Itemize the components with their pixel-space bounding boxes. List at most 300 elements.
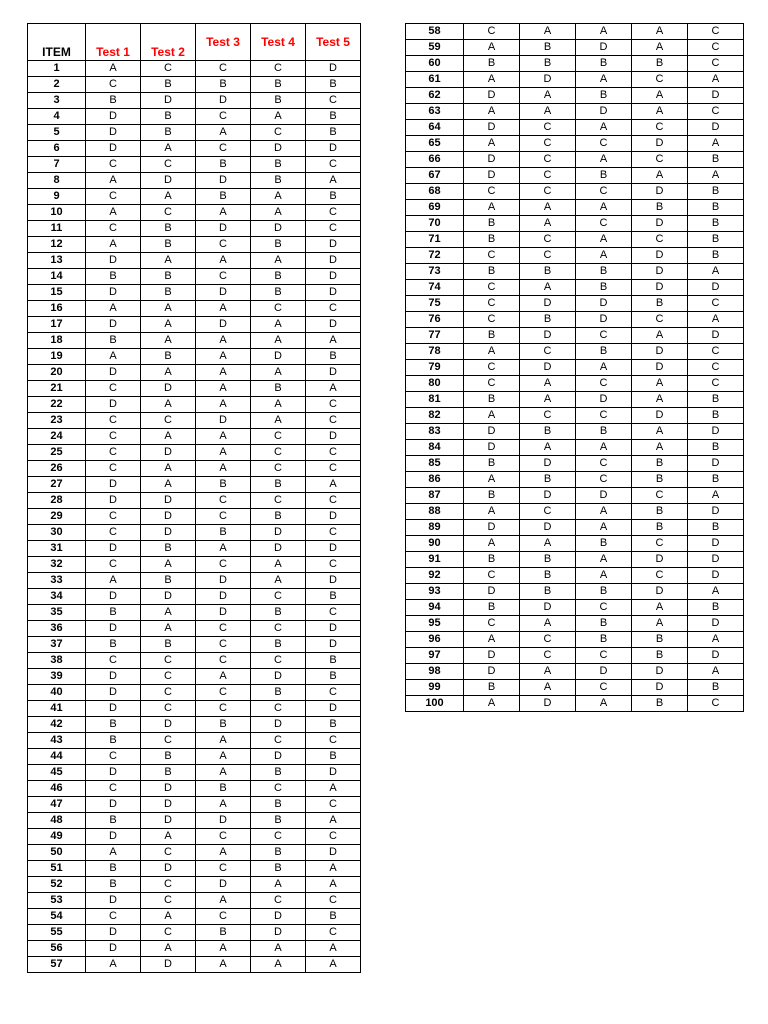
table-row: [28, 125, 361, 141]
answer-cell-test-4: B: [251, 173, 306, 189]
answer-cell-test-4: A: [251, 317, 306, 333]
answer-cell-test-4: B: [251, 605, 306, 621]
answer-cell-test-3: C: [196, 237, 251, 253]
item-number-cell: 98: [406, 664, 464, 680]
answer-cell-test-3: D: [196, 573, 251, 589]
answer-cell-test-5: B: [688, 520, 744, 536]
answer-cell-test-5: C: [306, 925, 361, 941]
item-number-cell: 90: [406, 536, 464, 552]
header-row: [28, 24, 361, 61]
table-row: [28, 685, 361, 701]
answer-cell-test-1: D: [86, 253, 141, 269]
answer-cell-test-5: D: [306, 285, 361, 301]
answer-cell-test-2: C: [520, 648, 576, 664]
answer-cell-test-3: A: [576, 440, 632, 456]
answer-cell-test-3: C: [196, 621, 251, 637]
answer-cell-test-4: D: [632, 408, 688, 424]
item-number-cell: 70: [406, 216, 464, 232]
table-row: [28, 813, 361, 829]
answer-table-left: [27, 23, 361, 973]
answer-cell-test-4: D: [632, 552, 688, 568]
answer-cell-test-2: B: [141, 285, 196, 301]
table-row: [28, 157, 361, 173]
answer-table-right: [405, 23, 744, 712]
item-number-cell: 7: [28, 157, 86, 173]
answer-cell-test-4: C: [251, 445, 306, 461]
table-row: [28, 173, 361, 189]
answer-cell-test-1: C: [86, 381, 141, 397]
answer-cell-test-2: C: [141, 61, 196, 77]
answer-cell-test-3: B: [576, 632, 632, 648]
answer-cell-test-5: C: [306, 93, 361, 109]
answer-cell-test-1: D: [86, 701, 141, 717]
answer-cell-test-3: C: [576, 328, 632, 344]
answer-cell-test-1: D: [86, 477, 141, 493]
answer-cell-test-5: D: [688, 328, 744, 344]
answer-cell-test-5: C: [306, 221, 361, 237]
item-number-cell: 31: [28, 541, 86, 557]
table-row: [28, 477, 361, 493]
item-number-cell: 80: [406, 376, 464, 392]
answer-cell-test-4: C: [251, 125, 306, 141]
answer-cell-test-4: D: [632, 264, 688, 280]
answer-cell-test-3: A: [576, 568, 632, 584]
answer-cell-test-4: C: [251, 621, 306, 637]
item-number-cell: 100: [406, 696, 464, 712]
item-number-cell: 71: [406, 232, 464, 248]
answer-cell-test-3: D: [196, 813, 251, 829]
item-number-cell: 86: [406, 472, 464, 488]
answer-cell-test-4: B: [251, 813, 306, 829]
item-number-cell: 39: [28, 669, 86, 685]
answer-cell-test-4: B: [251, 861, 306, 877]
answer-cell-test-2: B: [141, 109, 196, 125]
answer-cell-test-1: D: [464, 584, 520, 600]
table-row: [406, 488, 744, 504]
answer-cell-test-3: B: [196, 717, 251, 733]
table-row: [28, 189, 361, 205]
answer-cell-test-3: B: [576, 584, 632, 600]
answer-cell-test-5: D: [306, 269, 361, 285]
table-row: [28, 205, 361, 221]
answer-cell-test-1: D: [86, 797, 141, 813]
item-number-cell: 81: [406, 392, 464, 408]
table-row: [28, 941, 361, 957]
table-row: [406, 296, 744, 312]
answer-cell-test-1: C: [464, 296, 520, 312]
answer-cell-test-3: B: [196, 925, 251, 941]
answer-cell-test-5: D: [688, 424, 744, 440]
answer-cell-test-3: D: [196, 93, 251, 109]
answer-cell-test-4: B: [632, 296, 688, 312]
item-number-cell: 64: [406, 120, 464, 136]
answer-cell-test-3: B: [196, 781, 251, 797]
answer-cell-test-2: C: [520, 632, 576, 648]
item-number-cell: 10: [28, 205, 86, 221]
answer-cell-test-3: C: [576, 456, 632, 472]
item-number-cell: 73: [406, 264, 464, 280]
answer-cell-test-1: D: [464, 424, 520, 440]
answer-cell-test-3: B: [196, 525, 251, 541]
answer-cell-test-3: B: [576, 424, 632, 440]
answer-cell-test-2: A: [520, 616, 576, 632]
item-number-cell: 19: [28, 349, 86, 365]
table-row: [406, 104, 744, 120]
answer-cell-test-4: B: [632, 504, 688, 520]
table-row: [28, 109, 361, 125]
answer-cell-test-5: A: [688, 584, 744, 600]
answer-cell-test-3: A: [576, 504, 632, 520]
answer-cell-test-5: D: [306, 765, 361, 781]
table-row: [406, 424, 744, 440]
answer-cell-test-4: A: [632, 440, 688, 456]
answer-cell-test-5: D: [306, 317, 361, 333]
table-row: [406, 408, 744, 424]
answer-cell-test-3: A: [196, 941, 251, 957]
table-row: [28, 301, 361, 317]
answer-cell-test-5: D: [306, 509, 361, 525]
answer-cell-test-1: D: [464, 88, 520, 104]
answer-cell-test-4: B: [251, 509, 306, 525]
table-row: [406, 584, 744, 600]
item-number-cell: 77: [406, 328, 464, 344]
answer-cell-test-1: C: [464, 312, 520, 328]
answer-cell-test-5: D: [688, 568, 744, 584]
item-number-cell: 40: [28, 685, 86, 701]
answer-cell-test-5: A: [688, 72, 744, 88]
answer-cell-test-2: C: [520, 168, 576, 184]
answer-cell-test-5: D: [306, 637, 361, 653]
table-row: [406, 200, 744, 216]
answer-cell-test-4: D: [632, 360, 688, 376]
table-row: [28, 845, 361, 861]
answer-cell-test-4: C: [251, 61, 306, 77]
answer-cell-test-4: D: [251, 141, 306, 157]
item-number-cell: 59: [406, 40, 464, 56]
table-row: [406, 312, 744, 328]
answer-cell-test-2: D: [520, 696, 576, 712]
answer-cell-test-4: D: [251, 717, 306, 733]
answer-cell-test-5: C: [306, 157, 361, 173]
answer-cell-test-1: B: [464, 600, 520, 616]
answer-cell-test-5: C: [688, 104, 744, 120]
table-row: [406, 440, 744, 456]
answer-cell-test-5: C: [688, 40, 744, 56]
answer-cell-test-5: A: [306, 941, 361, 957]
answer-cell-test-1: C: [86, 445, 141, 461]
answer-cell-test-1: C: [86, 461, 141, 477]
answer-cell-test-1: C: [86, 525, 141, 541]
answer-cell-test-4: D: [632, 136, 688, 152]
answer-cell-test-1: C: [86, 557, 141, 573]
answer-cell-test-3: C: [576, 600, 632, 616]
answer-cell-test-1: C: [86, 909, 141, 925]
answer-cell-test-3: C: [196, 861, 251, 877]
answer-cell-test-1: B: [464, 392, 520, 408]
answer-cell-test-5: B: [688, 440, 744, 456]
answer-cell-test-2: B: [141, 765, 196, 781]
answer-cell-test-4: C: [632, 488, 688, 504]
answer-cell-test-5: D: [306, 621, 361, 637]
answer-cell-test-3: B: [576, 56, 632, 72]
answer-cell-test-4: C: [251, 893, 306, 909]
answer-cell-test-3: A: [196, 797, 251, 813]
answer-cell-test-4: D: [251, 925, 306, 941]
table-row: [28, 733, 361, 749]
test-3-column-header: Test 3: [196, 24, 251, 61]
answer-cell-test-2: C: [141, 845, 196, 861]
answer-cell-test-4: B: [251, 285, 306, 301]
answer-cell-test-4: D: [251, 669, 306, 685]
answer-cell-test-3: A: [196, 205, 251, 221]
answer-cell-test-4: D: [251, 221, 306, 237]
answer-cell-test-4: A: [251, 573, 306, 589]
answer-cell-test-1: D: [86, 829, 141, 845]
table-row: [406, 120, 744, 136]
table-row: [28, 141, 361, 157]
answer-cell-test-3: D: [576, 664, 632, 680]
item-number-cell: 66: [406, 152, 464, 168]
table-row: [28, 541, 361, 557]
answer-cell-test-4: A: [251, 957, 306, 973]
answer-cell-test-1: D: [464, 648, 520, 664]
answer-cell-test-2: A: [520, 376, 576, 392]
answer-cell-test-2: C: [141, 157, 196, 173]
item-number-cell: 32: [28, 557, 86, 573]
answer-cell-test-3: A: [576, 200, 632, 216]
answer-cell-test-5: B: [688, 600, 744, 616]
answer-cell-test-4: B: [632, 56, 688, 72]
answer-cell-test-4: D: [632, 664, 688, 680]
item-number-cell: 42: [28, 717, 86, 733]
answer-cell-test-2: A: [520, 392, 576, 408]
answer-cell-test-1: C: [464, 360, 520, 376]
answer-cell-test-4: A: [251, 253, 306, 269]
answer-cell-test-5: A: [306, 477, 361, 493]
item-number-cell: 92: [406, 568, 464, 584]
answer-cell-test-4: B: [632, 520, 688, 536]
answer-cell-test-2: C: [141, 733, 196, 749]
answer-cell-test-3: A: [196, 365, 251, 381]
table-row: [28, 253, 361, 269]
answer-cell-test-1: A: [86, 957, 141, 973]
answer-cell-test-5: B: [306, 77, 361, 93]
answer-cell-test-4: B: [251, 685, 306, 701]
answer-cell-test-2: A: [141, 141, 196, 157]
answer-cell-test-4: B: [251, 797, 306, 813]
table-row: [406, 680, 744, 696]
answer-cell-test-3: B: [576, 616, 632, 632]
test-1-column-header: Test 1: [86, 24, 141, 61]
item-number-cell: 46: [28, 781, 86, 797]
answer-cell-test-2: A: [141, 397, 196, 413]
answer-cell-test-4: A: [251, 413, 306, 429]
test-4-column-header: Test 4: [251, 24, 306, 61]
answer-cell-test-3: A: [196, 333, 251, 349]
answer-cell-test-2: A: [520, 440, 576, 456]
answer-cell-test-5: D: [688, 88, 744, 104]
answer-cell-test-5: D: [688, 120, 744, 136]
answer-cell-test-5: A: [306, 381, 361, 397]
answer-cell-test-5: D: [306, 365, 361, 381]
answer-cell-test-4: A: [251, 397, 306, 413]
answer-cell-test-1: A: [464, 104, 520, 120]
answer-cell-test-1: B: [464, 680, 520, 696]
answer-cell-test-4: C: [251, 429, 306, 445]
answer-cell-test-3: C: [576, 648, 632, 664]
table-row: [28, 269, 361, 285]
table-row: [28, 605, 361, 621]
answer-cell-test-4: B: [251, 637, 306, 653]
answer-cell-test-3: B: [196, 189, 251, 205]
answer-cell-test-2: C: [141, 669, 196, 685]
test-2-column-header: Test 2: [141, 24, 196, 61]
answer-cell-test-5: B: [688, 248, 744, 264]
item-number-cell: 48: [28, 813, 86, 829]
table-row: [406, 520, 744, 536]
answer-cell-test-1: B: [86, 861, 141, 877]
answer-cell-test-4: D: [632, 280, 688, 296]
table-row: [406, 360, 744, 376]
answer-cell-test-3: A: [196, 749, 251, 765]
answer-cell-test-1: D: [86, 685, 141, 701]
item-number-cell: 45: [28, 765, 86, 781]
table-row: [28, 317, 361, 333]
table-row: [406, 72, 744, 88]
answer-cell-test-2: A: [141, 429, 196, 445]
table-row: [28, 637, 361, 653]
answer-cell-test-2: A: [141, 333, 196, 349]
answer-cell-test-2: A: [520, 664, 576, 680]
answer-cell-test-1: D: [464, 520, 520, 536]
table-row: [28, 861, 361, 877]
answer-cell-test-4: B: [251, 381, 306, 397]
answer-cell-test-5: C: [306, 829, 361, 845]
answer-cell-test-4: B: [632, 472, 688, 488]
item-number-cell: 50: [28, 845, 86, 861]
answer-cell-test-5: C: [688, 296, 744, 312]
answer-cell-test-4: B: [251, 77, 306, 93]
answer-cell-test-5: A: [688, 488, 744, 504]
answer-cell-test-2: D: [141, 861, 196, 877]
answer-cell-test-5: B: [688, 200, 744, 216]
table-row: [28, 749, 361, 765]
answer-cell-test-1: C: [86, 653, 141, 669]
table-row: [28, 429, 361, 445]
answer-cell-test-2: B: [520, 264, 576, 280]
table-row: [406, 136, 744, 152]
table-row: [28, 93, 361, 109]
answer-cell-test-3: D: [576, 40, 632, 56]
answer-cell-test-2: B: [520, 552, 576, 568]
answer-cell-test-1: B: [464, 232, 520, 248]
item-number-cell: 36: [28, 621, 86, 637]
answer-cell-test-3: A: [196, 893, 251, 909]
table-row: [28, 493, 361, 509]
answer-cell-test-3: D: [196, 173, 251, 189]
answer-cell-test-5: B: [688, 184, 744, 200]
answer-cell-test-2: A: [141, 301, 196, 317]
answer-cell-test-2: A: [141, 621, 196, 637]
answer-cell-test-2: A: [141, 829, 196, 845]
answer-cell-test-1: C: [464, 616, 520, 632]
item-number-cell: 20: [28, 365, 86, 381]
answer-cell-test-1: D: [86, 125, 141, 141]
answer-cell-test-1: C: [86, 157, 141, 173]
answer-cell-test-1: B: [464, 552, 520, 568]
answer-cell-test-1: A: [464, 536, 520, 552]
answer-cell-test-1: A: [464, 40, 520, 56]
answer-cell-test-3: D: [576, 312, 632, 328]
answer-cell-test-1: B: [464, 456, 520, 472]
table-row: [28, 669, 361, 685]
answer-cell-test-5: C: [306, 301, 361, 317]
answer-cell-test-3: C: [576, 216, 632, 232]
answer-cell-test-2: C: [520, 408, 576, 424]
answer-cell-test-2: B: [141, 349, 196, 365]
answer-cell-test-1: A: [464, 472, 520, 488]
answer-cell-test-1: C: [464, 24, 520, 40]
answer-cell-test-1: B: [86, 733, 141, 749]
table-row: [406, 280, 744, 296]
item-number-cell: 79: [406, 360, 464, 376]
answer-cell-test-2: D: [520, 600, 576, 616]
answer-cell-test-5: C: [688, 360, 744, 376]
answer-cell-test-5: B: [306, 189, 361, 205]
item-number-cell: 68: [406, 184, 464, 200]
answer-cell-test-3: A: [576, 152, 632, 168]
answer-cell-test-4: D: [251, 541, 306, 557]
answer-cell-test-2: C: [520, 136, 576, 152]
answer-table-right-body: [406, 24, 744, 712]
item-number-cell: 49: [28, 829, 86, 845]
item-number-cell: 75: [406, 296, 464, 312]
answer-cell-test-4: A: [632, 328, 688, 344]
table-row: [28, 77, 361, 93]
table-row: [28, 285, 361, 301]
answer-cell-test-5: D: [306, 237, 361, 253]
answer-cell-test-2: D: [141, 381, 196, 397]
answer-cell-test-2: C: [141, 893, 196, 909]
table-row: [28, 877, 361, 893]
test-5-column-header: Test 5: [306, 24, 361, 61]
answer-cell-test-2: B: [141, 749, 196, 765]
answer-cell-test-5: D: [306, 701, 361, 717]
item-number-cell: 29: [28, 509, 86, 525]
table-row: [406, 568, 744, 584]
item-number-cell: 84: [406, 440, 464, 456]
answer-cell-test-3: C: [196, 269, 251, 285]
table-row: [28, 397, 361, 413]
answer-cell-test-4: B: [251, 845, 306, 861]
answer-cell-test-2: A: [520, 280, 576, 296]
answer-cell-test-4: A: [632, 600, 688, 616]
answer-cell-test-2: D: [141, 173, 196, 189]
answer-cell-test-4: C: [632, 72, 688, 88]
answer-cell-test-2: C: [520, 344, 576, 360]
answer-cell-test-3: D: [576, 296, 632, 312]
answer-cell-test-4: D: [251, 525, 306, 541]
answer-cell-test-1: D: [86, 925, 141, 941]
answer-cell-test-4: C: [251, 781, 306, 797]
answer-cell-test-3: A: [576, 696, 632, 712]
answer-cell-test-2: A: [520, 680, 576, 696]
item-number-cell: 69: [406, 200, 464, 216]
answer-cell-test-2: D: [141, 589, 196, 605]
answer-cell-test-3: A: [576, 248, 632, 264]
table-row: [28, 893, 361, 909]
answer-cell-test-2: B: [520, 56, 576, 72]
